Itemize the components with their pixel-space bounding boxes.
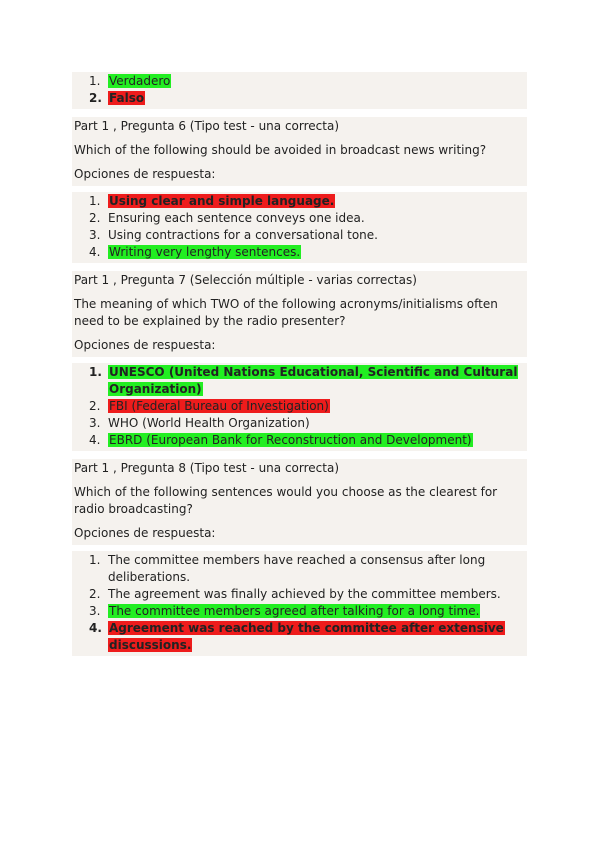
answer-list [72,192,527,263]
answer-option: 2. Falso [89,91,145,105]
answer-option: 2. Ensuring each sentence conveys one idea. [89,211,365,225]
answer-list [72,551,527,656]
options-label: Opciones de respuesta: [74,167,216,181]
question-header: Part 1 , Pregunta 7 (Selección múltiple - varias correctas) [74,273,417,287]
answer-option: 1. The committee members have reached a consensus after long deliberations. [89,553,486,584]
answer-option: 3. The committee members agreed after talking for a long time. [89,604,480,618]
answer-option: 3. Using contractions for a conversational tone. [89,228,378,242]
question-text: Which of the following should be avoided in broadcast news writing? [74,143,487,157]
document-page [72,72,527,664]
answer-option: 3. WHO (World Health Organization) [89,416,310,430]
question-text: The meaning of which TWO of the following acronyms/initialisms often need to be explained by the radio presenter? [74,297,498,328]
answer-list [72,72,527,109]
answer-option: 2. FBI (Federal Bureau of Investigation) [89,399,329,413]
answer-option: 1. Using clear and simple language. [89,194,335,208]
question-block [72,117,527,186]
answer-option: 4. EBRD (European Bank for Reconstruction and Development) [89,433,472,447]
options-label: Opciones de respuesta: [74,526,216,540]
question-block [72,271,527,357]
answer-option: 4. Writing very lengthy sentences. [89,245,301,259]
question-block [72,459,527,545]
question-header: Part 1 , Pregunta 6 (Tipo test - una correcta) [74,119,339,133]
question-header: Part 1 , Pregunta 8 (Tipo test - una correcta) [74,461,339,475]
options-label: Opciones de respuesta: [74,338,216,352]
answer-list [72,363,527,451]
answer-option: 1. UNESCO (United Nations Educational, Scientific and Cultural Organization) [89,365,518,396]
answer-option: 1. Verdadero [89,74,171,88]
answer-option: 4. Agreement was reached by the committee after extensive discussions. [89,621,504,652]
answer-option: 2. The agreement was finally achieved by the committee members. [89,587,501,601]
question-text: Which of the following sentences would you choose as the clearest for radio broadcasting? [74,485,498,516]
